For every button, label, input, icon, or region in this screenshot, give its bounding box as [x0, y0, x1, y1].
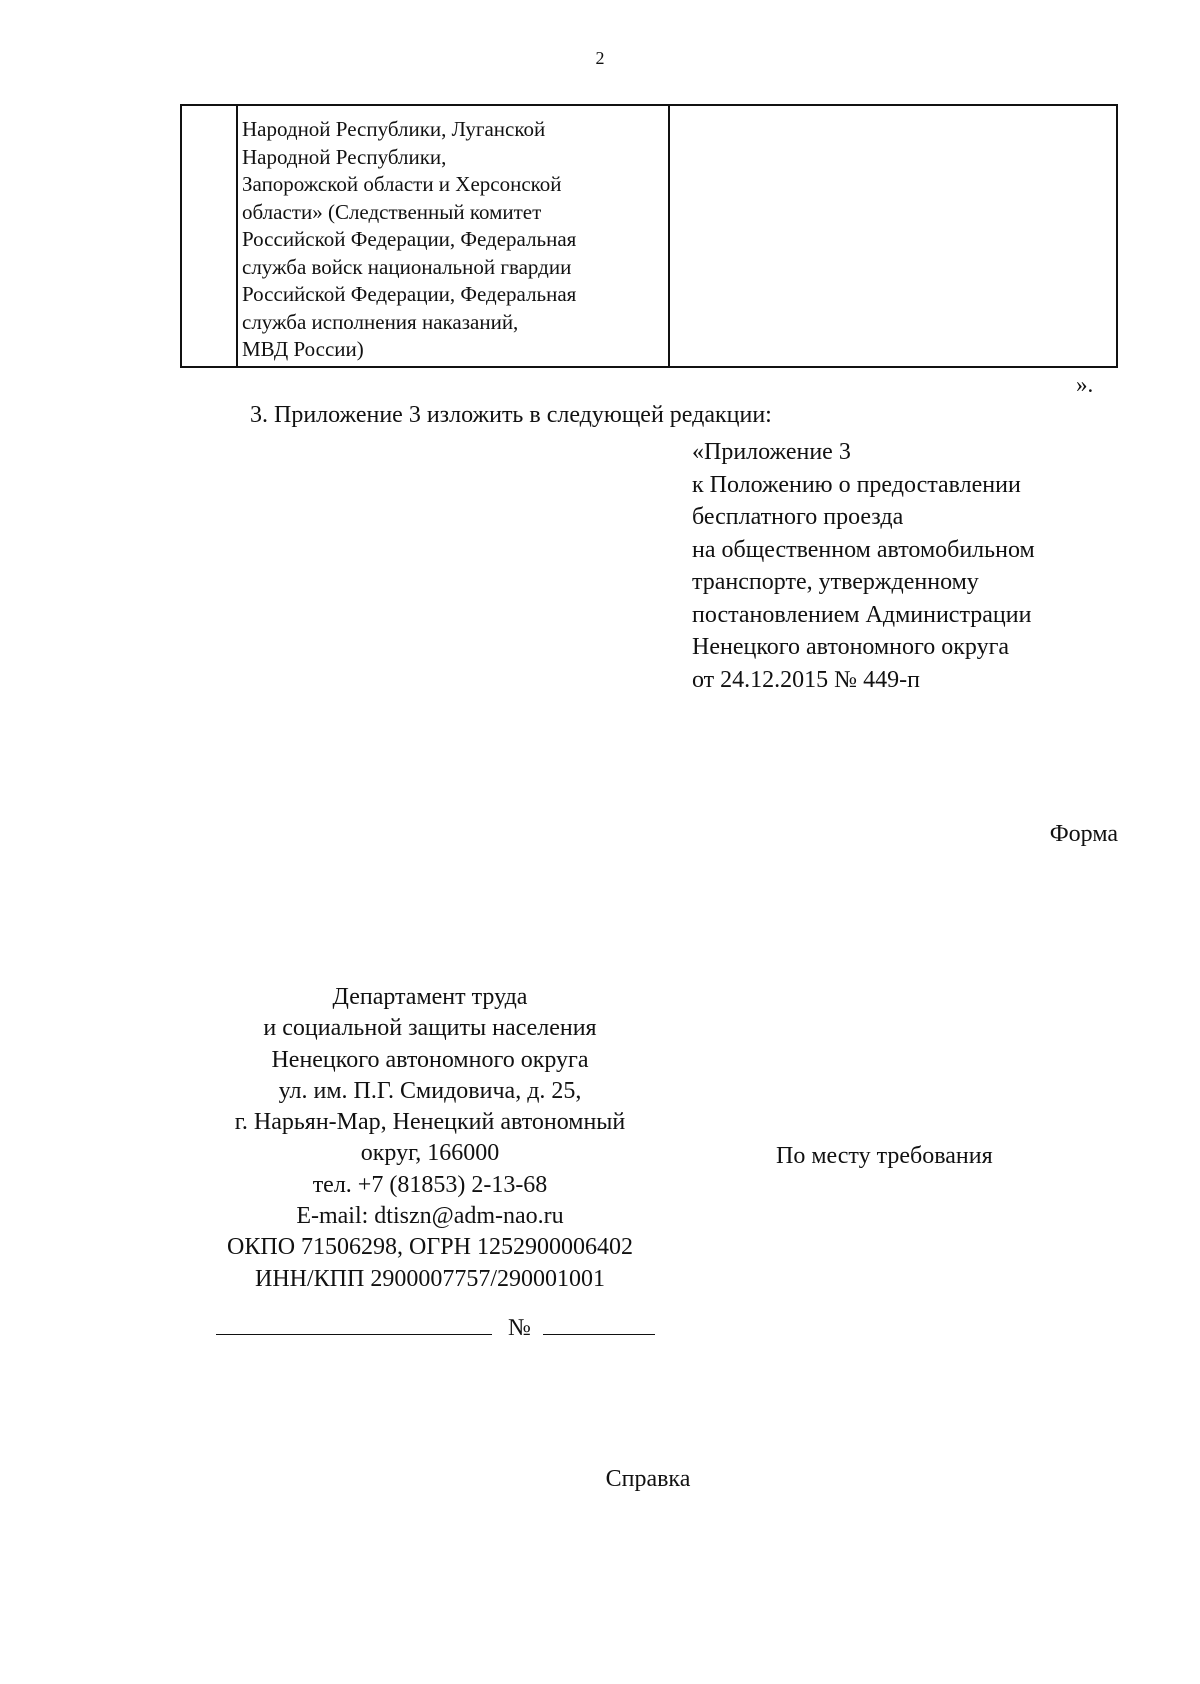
continued-table: [180, 104, 1118, 368]
annex-header-line: на общественном автомобильном: [692, 536, 1035, 563]
table-text-line: Российской Федерации, Федеральная: [242, 227, 577, 251]
annex-header-line: постановлением Администрации: [692, 601, 1032, 628]
sender-block: [190, 982, 670, 1295]
date-blank: [216, 1310, 492, 1335]
sender-line: тел. +7 (81853) 2-13-68: [312, 1171, 548, 1198]
document-title: Справка: [605, 1466, 691, 1492]
sender-line: и социальной защиты населения: [263, 1015, 597, 1042]
table-text-line: Запорожской области и Херсонской: [242, 172, 562, 196]
table-text-line: МВД России): [242, 337, 364, 361]
sender-line: ул. им. П.Г. Смидовича, д. 25,: [278, 1077, 582, 1104]
registration-line: [216, 1310, 655, 1342]
table-cell-empty: [670, 106, 1116, 366]
number-sign: №: [508, 1315, 531, 1341]
sender-email-line: E-mail: dtiszn@adm-nao.ru: [296, 1203, 564, 1230]
table-text-line: Народной Республики,: [242, 144, 447, 169]
table-text-line: области» (Следственный комитет: [242, 199, 542, 224]
annex-header-line: транспорте, утвержденному: [692, 569, 979, 595]
annex-header-line: к Положению о предоставлении: [692, 471, 1021, 498]
sender-line: округ, 166000: [360, 1140, 500, 1167]
annex-header-line: бесплатного проезда: [692, 504, 904, 530]
sender-line: ОКПО 71506298, ОГРН 1252900006402: [227, 1234, 633, 1261]
sender-line: ИНН/КПП 2900007757/290001001: [254, 1265, 605, 1292]
annex-header: [692, 436, 1035, 696]
table-text-line: служба войск национальной гвардии: [242, 254, 572, 279]
page-number: 2: [595, 48, 605, 68]
table-cell-text: [238, 106, 670, 366]
annex-header-line: от 24.12.2015 № 449-п: [692, 666, 920, 693]
sender-line: г. Нарьян-Мар, Ненецкий автономный: [234, 1109, 626, 1136]
table-text-line: Народной Республики, Луганской: [242, 117, 546, 141]
annex-header-line: «Приложение 3: [692, 439, 851, 465]
form-label: Форма: [1049, 821, 1118, 847]
table-cell-number: [182, 106, 238, 366]
recipient: По месту требования: [776, 1143, 993, 1169]
item-3-paragraph: 3. Приложение 3 изложить в следующей редакции:: [250, 402, 772, 428]
table-text-line: служба исполнения наказаний,: [242, 309, 519, 334]
annex-header-line: Ненецкого автономного округа: [692, 634, 1010, 660]
sender-line: Ненецкого автономного округа: [271, 1046, 589, 1073]
table-text-line: Российской Федерации, Федеральная: [242, 282, 577, 306]
closing-quote: ».: [1076, 372, 1094, 397]
sender-line: Департамент труда: [332, 984, 528, 1010]
number-blank: [543, 1310, 655, 1335]
